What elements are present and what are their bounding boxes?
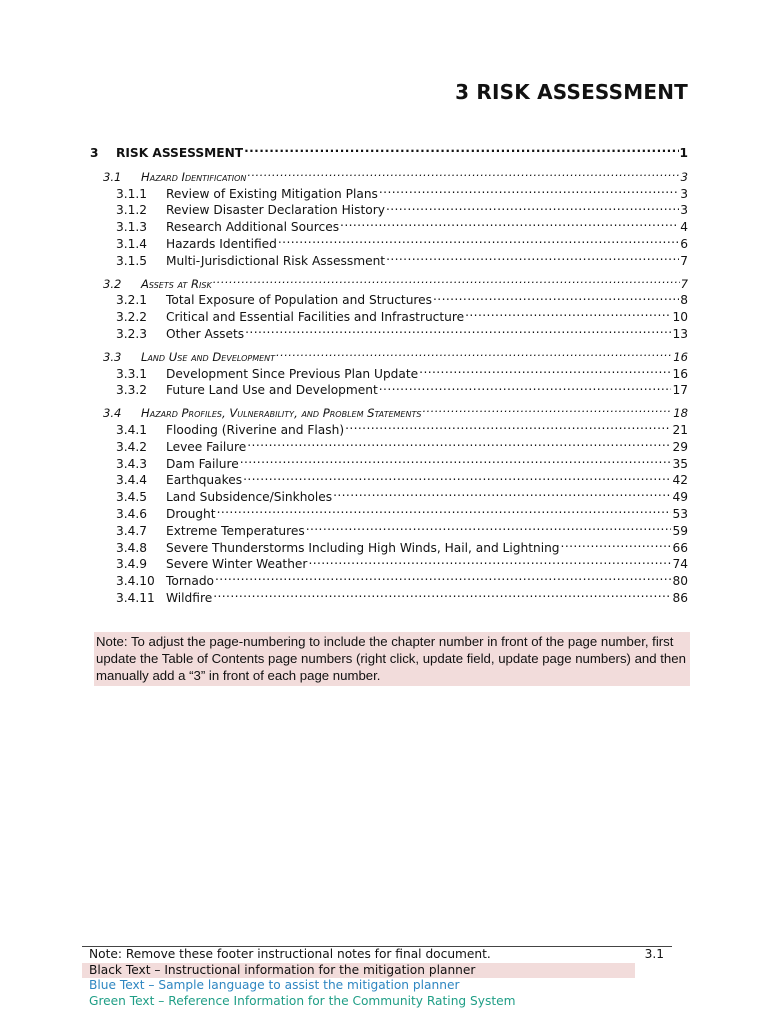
toc-entry-number: 3.4.3: [116, 456, 148, 471]
toc-entry-title: Tornado: [166, 574, 215, 589]
page-title: 3 RISK ASSESSMENT: [455, 80, 688, 104]
toc-entry-title: Land Use and Development: [141, 349, 276, 364]
toc-entry-page: 53: [672, 506, 688, 521]
toc-leader-dots: [240, 451, 672, 468]
footer-page-number: 3.1: [644, 947, 664, 961]
toc-entry-number: 3.4.4: [116, 473, 148, 488]
toc-entry-title: Severe Winter Weather: [166, 557, 308, 572]
toc-entry-page: 66: [672, 540, 688, 555]
toc-entry-page: 49: [672, 490, 688, 505]
toc-entry-page: 35: [672, 456, 688, 471]
toc-leader-dots: [379, 181, 679, 198]
toc-entry-number: 3.2.1: [116, 293, 148, 308]
toc-entry-page: 7: [680, 276, 688, 291]
toc-leader-dots: [386, 198, 679, 215]
footer-black-text: Black Text – Instructional information for the mitigation planner: [82, 963, 635, 979]
toc-leader-dots: [247, 434, 671, 451]
toc-entry-number: 3.4.10: [116, 574, 155, 589]
toc-entry-page: 13: [672, 326, 688, 341]
toc-entry-page: 10: [672, 310, 688, 325]
toc-entry-page: 8: [680, 293, 688, 308]
toc-entry-title: Drought: [166, 506, 216, 521]
toc-entry-title: Multi-Jurisdictional Risk Assessment: [166, 253, 386, 268]
toc-entry-number: 3.4.9: [116, 557, 148, 572]
toc-entry-number: 3.4.7: [116, 523, 148, 538]
toc-leader-dots: [465, 304, 671, 321]
toc-entry-number: 3.4: [103, 406, 122, 421]
toc-leader-dots: [213, 271, 680, 288]
toc-entry-number: 3.4.11: [116, 590, 155, 605]
toc-leader-dots: [245, 321, 671, 338]
footer-green-text: Green Text – Reference Information for the Community Rating System: [89, 993, 516, 1008]
toc-entry-title: Extreme Temperatures: [166, 523, 305, 538]
toc-leader-dots: [244, 140, 678, 157]
toc-leader-dots: [213, 585, 671, 602]
toc-entry-number: 3.4.8: [116, 540, 148, 555]
footer-note: Note: Remove these footer instructional notes for final document.: [89, 947, 491, 961]
toc-leader-dots: [217, 501, 672, 518]
toc-leader-dots: [345, 417, 671, 434]
toc-leader-dots: [306, 518, 672, 535]
toc-leader-dots: [333, 484, 671, 501]
toc-entry-page: 1: [679, 145, 688, 160]
toc-entry-number: 3.1: [103, 169, 122, 184]
toc-entry-page: 16: [672, 366, 688, 381]
toc-entry-number: 3.4.5: [116, 490, 148, 505]
toc-entry-title: Dam Failure: [166, 456, 239, 471]
toc-leader-dots: [422, 400, 672, 417]
toc-entry-number: 3.4.2: [116, 439, 148, 454]
toc-entry[interactable]: [103, 271, 688, 291]
toc-entry-title: Total Exposure of Population and Structures: [166, 293, 433, 308]
page-footer: [82, 946, 672, 1009]
toc-leader-dots: [419, 361, 671, 378]
toc-entry-number: 3.4.6: [116, 506, 148, 521]
toc-entry-page: 74: [672, 557, 688, 572]
toc-entry-number: 3.1.3: [116, 220, 148, 235]
toc-entry[interactable]: [103, 400, 688, 421]
toc-entry[interactable]: [103, 344, 688, 364]
toc-entry-number: 3.1.4: [116, 236, 148, 251]
toc-entry-number: 3: [90, 145, 99, 160]
toc-entry-page: 18: [673, 406, 688, 421]
toc-entry-number: 3.1.2: [116, 203, 148, 218]
toc-entry-number: 3.4.1: [116, 422, 148, 437]
toc-entry-page: 3: [680, 203, 688, 218]
toc-entry-page: 3: [680, 186, 688, 201]
toc-entry-page: 3: [680, 169, 688, 184]
toc-entry-page: 29: [672, 439, 688, 454]
instruction-note: Note: To adjust the page-numbering to include the chapter number in front of the page number, first update the Table of Contents page numbers (right click, update field, update page numbers) and then manually add a “3” in front of each page number.: [94, 632, 690, 686]
toc-leader-dots: [340, 214, 679, 231]
toc-entry-page: 86: [672, 590, 688, 605]
toc-entry[interactable]: [103, 164, 688, 184]
toc-entry-number: 3.2.2: [116, 310, 148, 325]
toc-entry-title: Research Additional Sources: [166, 220, 340, 235]
toc-entry-page: 17: [672, 383, 688, 398]
toc-leader-dots: [561, 535, 672, 552]
toc-entry-title: Hazard Profiles, Vulnerability, and Problem Statements: [141, 406, 422, 421]
toc-entry-number: 3.1.1: [116, 186, 148, 201]
toc-entry-title: Review Disaster Declaration History: [166, 203, 385, 218]
toc-leader-dots: [433, 288, 679, 305]
toc-entry-page: 80: [672, 574, 688, 589]
toc-leader-dots: [247, 164, 679, 181]
footer-note-row: [82, 947, 672, 963]
toc-entry-page: 7: [680, 253, 688, 268]
toc-leader-dots: [386, 248, 679, 265]
toc-entry-title: Other Assets: [166, 326, 245, 341]
toc-leader-dots: [215, 568, 671, 585]
toc-leader-dots: [308, 552, 671, 569]
toc-entry-number: 3.3: [103, 349, 122, 364]
toc-entry-title: Future Land Use and Development: [166, 383, 378, 398]
toc-entry-title: Development Since Previous Plan Update: [166, 366, 419, 381]
toc-entry-page: 4: [680, 220, 688, 235]
toc-entry-number: 3.3.2: [116, 383, 148, 398]
toc-leader-dots: [278, 231, 679, 248]
toc-entry-title: Wildfire: [166, 590, 213, 605]
toc-entry-number: 3.2: [103, 276, 122, 291]
footer-blue-text: Blue Text – Sample language to assist the mitigation planner: [89, 978, 460, 992]
toc-leader-dots: [276, 344, 672, 361]
toc-entry-page: 42: [672, 473, 688, 488]
toc-entry-title: Land Subsidence/Sinkholes: [166, 490, 333, 505]
toc-entry-title: Assets at Risk: [141, 276, 212, 291]
toc-entry-title: Hazards Identified: [166, 236, 277, 251]
toc-entry-title: Critical and Essential Facilities and Infrastructure: [166, 310, 465, 325]
table-of-contents: [90, 140, 688, 605]
toc-entry[interactable]: [90, 140, 688, 158]
toc-entry-title: RISK ASSESSMENT: [116, 145, 244, 160]
toc-entry-number: 3.1.5: [116, 253, 148, 268]
toc-leader-dots: [243, 468, 671, 485]
toc-entry-page: 16: [673, 349, 688, 364]
toc-entry-title: Levee Failure: [166, 439, 247, 454]
toc-entry-number: 3.3.1: [116, 366, 148, 381]
toc-entry-page: 59: [672, 523, 688, 538]
toc-entry-title: Hazard Identification: [141, 169, 247, 184]
toc-entry-title: Severe Thunderstorms Including High Winds, Hail, and Lightning: [166, 540, 560, 555]
toc-entry-title: Flooding (Riverine and Flash): [166, 422, 345, 437]
toc-entry-number: 3.2.3: [116, 326, 148, 341]
toc-entry-page: 6: [680, 236, 688, 251]
toc-entry-title: Review of Existing Mitigation Plans: [166, 186, 378, 201]
toc-leader-dots: [379, 378, 672, 395]
toc-entry-title: Earthquakes: [166, 473, 243, 488]
toc-entry-page: 21: [672, 422, 688, 437]
